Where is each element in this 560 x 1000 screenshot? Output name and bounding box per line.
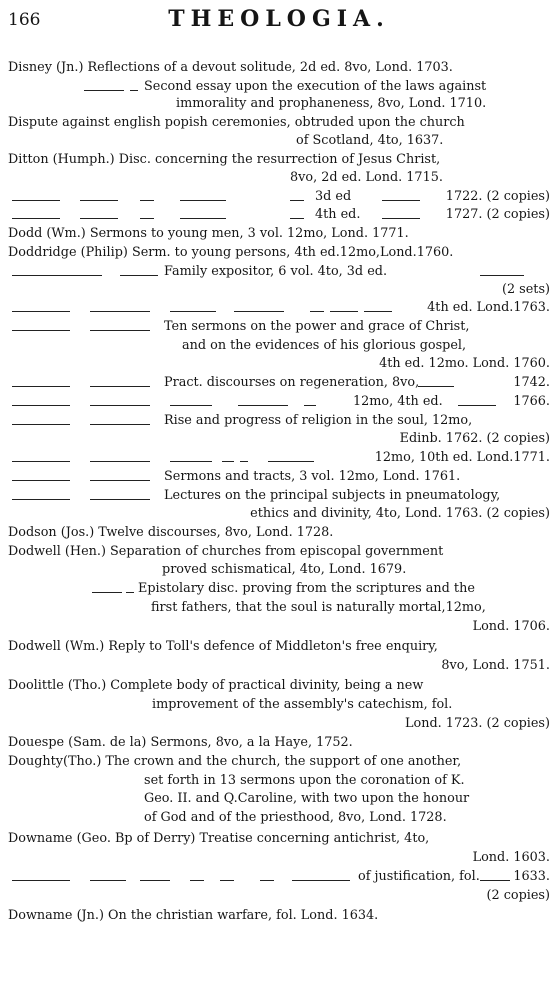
catalog-entry-line: Second essay upon the execution of the laws against <box>144 79 487 94</box>
catalog-entry-line: 1722. (2 copies) <box>445 189 550 204</box>
catalog-entry-line: (2 sets) <box>501 282 550 297</box>
catalog-entry-line: immorality and prophaneness, 8vo, Lond. 1710. <box>176 96 487 111</box>
catalog-entry-line: Doughty(Tho.) The crown and the church, the support of one another, <box>8 754 462 769</box>
ditto-dash <box>80 200 118 201</box>
ditto-dash <box>190 880 204 881</box>
catalog-entry-line: proved schismatical, 4to, Lond. 1679. <box>162 562 407 577</box>
ditto-dash <box>220 880 234 881</box>
catalog-entry-line: Dodwell (Wm.) Reply to Toll's defence of Middleton's free enquiry, <box>8 639 438 654</box>
catalog-entry-line: Family expositor, 6 vol. 4to, 3d ed. <box>164 264 388 279</box>
catalog-entry-line: 8vo, Lond. 1751. <box>441 658 550 673</box>
ditto-dash <box>12 880 70 881</box>
ditto-dash <box>90 311 150 312</box>
ditto-dash <box>80 218 118 219</box>
catalog-entry-line: set forth in 13 sermons upon the coronation of K. <box>144 773 465 788</box>
ditto-dash <box>222 461 234 462</box>
catalog-entry-line: 4th ed. Lond.1763. <box>427 300 550 315</box>
ditto-dash <box>458 405 496 406</box>
catalog-entry-line: Lond. 1723. (2 copies) <box>405 716 550 731</box>
catalog-entry-line: 4th ed. <box>315 207 361 222</box>
ditto-dash <box>170 461 212 462</box>
ditto-dash <box>90 461 150 462</box>
page-title: THEOLOGIA. <box>168 6 390 32</box>
running-header <box>8 6 550 36</box>
catalog-entry-line: Rise and progress of religion in the soul, 12mo, <box>164 413 473 428</box>
catalog-entry-line: 12mo, 10th ed. Lond.1771. <box>374 450 550 465</box>
catalog-entry-line: Dodson (Jos.) Twelve discourses, 8vo, Lond. 1728. <box>8 525 334 540</box>
ditto-dash <box>330 311 358 312</box>
catalog-entry-line: of justification, fol. <box>358 869 480 884</box>
ditto-dash <box>268 461 314 462</box>
catalog-entry-line: Doolittle (Tho.) Complete body of practical divinity, being a new <box>8 678 424 693</box>
catalog-entry-line: Dodwell (Hen.) Separation of churches from episcopal government <box>8 544 444 559</box>
catalog-entry-line: Disney (Jn.) Reflections of a devout solitude, 2d ed. 8vo, Lond. 1703. <box>8 60 453 75</box>
ditto-dash <box>290 200 304 201</box>
ditto-dash <box>238 405 288 406</box>
catalog-entry-line: Lectures on the principal subjects in pneumatology, <box>164 488 501 503</box>
catalog-entry-line: Geo. II. and Q.Caroline, with two upon the honour <box>144 791 470 806</box>
catalog-entry-line: Doddridge (Philip) Serm. to young persons, 4th ed.12mo,Lond.1760. <box>8 245 454 260</box>
ditto-dash <box>12 499 70 500</box>
ditto-dash <box>12 424 70 425</box>
ditto-dash <box>480 880 510 881</box>
catalog-entry-line: Dodd (Wm.) Sermons to young men, 3 vol. 12mo, Lond. 1771. <box>8 226 409 241</box>
ditto-dash <box>90 880 126 881</box>
ditto-dash <box>418 386 454 387</box>
ditto-dash <box>140 880 170 881</box>
ditto-dash <box>130 90 138 91</box>
ditto-dash <box>12 461 70 462</box>
catalog-entry-line: of God and of the priesthood, 8vo, Lond. 1728. <box>144 810 447 825</box>
catalog-entry-line: Downame (Jn.) On the christian warfare, fol. Lond. 1634. <box>8 908 379 923</box>
catalog-entry-line: of Scotland, 4to, 1637. <box>296 133 444 148</box>
ditto-dash <box>84 90 124 91</box>
ditto-dash <box>382 200 420 201</box>
ditto-dash <box>126 592 134 593</box>
ditto-dash <box>180 200 226 201</box>
ditto-dash <box>170 311 216 312</box>
catalog-entry-line: 1633. <box>513 869 550 884</box>
ditto-dash <box>12 218 60 219</box>
ditto-dash <box>140 200 154 201</box>
catalog-entry-line: ethics and divinity, 4to, Lond. 1763. (2 copies) <box>250 506 550 521</box>
ditto-dash <box>12 480 70 481</box>
ditto-dash <box>180 218 226 219</box>
ditto-dash <box>240 461 248 462</box>
ditto-dash <box>120 275 158 276</box>
ditto-dash <box>12 275 102 276</box>
ditto-dash <box>382 218 420 219</box>
catalog-entry-line: Pract. discourses on regeneration, 8vo, <box>164 375 420 390</box>
catalog-entry-line: improvement of the assembly's catechism, fol. <box>152 697 453 712</box>
ditto-dash <box>234 311 284 312</box>
catalog-entry-line: 3d ed <box>315 189 352 204</box>
ditto-dash <box>304 405 316 406</box>
catalog-entry-line: 1742. <box>513 375 550 390</box>
ditto-dash <box>90 480 150 481</box>
ditto-dash <box>260 880 274 881</box>
catalog-entry-line: and on the evidences of his glorious gospel, <box>182 338 467 353</box>
ditto-dash <box>364 311 392 312</box>
ditto-dash <box>310 311 324 312</box>
ditto-dash <box>480 275 524 276</box>
catalog-entry-line: Downame (Geo. Bp of Derry) Treatise concerning antichrist, 4to, <box>8 831 430 846</box>
ditto-dash <box>92 592 122 593</box>
catalog-entry-line: Ditton (Humph.) Disc. concerning the resurrection of Jesus Christ, <box>8 152 441 167</box>
ditto-dash <box>292 880 350 881</box>
catalog-entry-line: 8vo, 2d ed. Lond. 1715. <box>290 170 443 185</box>
page-number: 166 <box>8 10 41 30</box>
ditto-dash <box>12 200 60 201</box>
catalog-entry-line: Dispute against english popish ceremonies, obtruded upon the church <box>8 115 465 130</box>
catalog-entry-line: Ten sermons on the power and grace of Christ, <box>164 319 470 334</box>
ditto-dash <box>12 311 70 312</box>
catalog-entry-line: Lond. 1706. <box>472 619 550 634</box>
ditto-dash <box>90 424 150 425</box>
ditto-dash <box>12 386 70 387</box>
catalog-entry-line: (2 copies) <box>486 888 550 903</box>
catalog-entry-line: 1766. <box>513 394 550 409</box>
ditto-dash <box>90 386 150 387</box>
ditto-dash <box>140 218 154 219</box>
ditto-dash <box>12 405 70 406</box>
ditto-dash <box>90 330 150 331</box>
ditto-dash <box>170 405 212 406</box>
ditto-dash <box>12 330 70 331</box>
catalog-entry-line: Edinb. 1762. (2 copies) <box>399 431 550 446</box>
catalog-entry-line: 1727. (2 copies) <box>445 207 550 222</box>
ditto-dash <box>90 405 150 406</box>
catalog-entry-line: 12mo, 4th ed. <box>353 394 443 409</box>
ditto-dash <box>90 499 150 500</box>
catalog-entry-line: first fathers, that the soul is naturally mortal,12mo, <box>151 600 486 615</box>
catalog-entry-line: Douespe (Sam. de la) Sermons, 8vo, a la Haye, 1752. <box>8 735 353 750</box>
catalog-entry-line: Sermons and tracts, 3 vol. 12mo, Lond. 1761. <box>164 469 461 484</box>
catalog-entry-line: 4th ed. 12mo. Lond. 1760. <box>379 356 550 371</box>
catalog-entry-line: Lond. 1603. <box>472 850 550 865</box>
ditto-dash <box>290 218 304 219</box>
catalog-entry-line: Epistolary disc. proving from the scriptures and the <box>138 581 475 596</box>
